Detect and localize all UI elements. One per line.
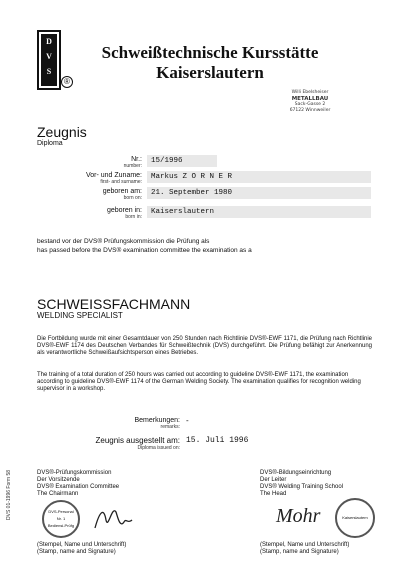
sig-left-role: Der Vorsitzende [37, 477, 80, 483]
name-field: Markus Z O R N E R [147, 171, 371, 183]
sig-left-block [37, 470, 119, 498]
name-label-en: first- and surname: [100, 179, 142, 185]
sig-right-org-en: DVS® Welding Training School [260, 484, 344, 490]
company-stamp [270, 90, 350, 114]
born-label [37, 188, 142, 201]
exam-line-en: has passed before the DVS® examination committee the examination as a [37, 247, 252, 254]
place-label [37, 207, 142, 220]
sig-right-caption [260, 542, 349, 556]
remarks-value: - [186, 416, 189, 425]
title-line1: Schweißtechnische Kursstätte [101, 43, 319, 62]
sig-left-caption-de: (Stempel, Name und Unterschrift) [37, 542, 127, 548]
qualification-de: SCHWEISSFACHMANN [37, 296, 191, 312]
issued-label [45, 436, 180, 451]
sig-right-stamp [335, 498, 375, 538]
company-stamp-city: 67122 Winnweiler [289, 108, 331, 113]
institution-title [90, 43, 330, 83]
nr-label-en: number: [123, 163, 142, 169]
nr-field: 15/1996 [147, 155, 217, 167]
sig-left-stamp [42, 500, 80, 538]
issued-label-de: Zeugnis ausgestellt am: [95, 436, 180, 445]
sig-right-caption-de: (Stempel, Name und Unterschrift) [260, 542, 350, 548]
doc-heading: Zeugnis [37, 124, 87, 140]
sig-right-role-en: The Head [260, 491, 287, 497]
sig-right-caption-en: (Stamp, name and Signature) [260, 549, 339, 555]
registered-mark: ® [61, 76, 73, 88]
doc-heading-en: Diploma [37, 140, 63, 147]
sig-left-role-en: The Chairmann [37, 491, 79, 497]
paragraph-de: Die Fortbildung wurde mit einer Gesamtdauer von 250 Stunden nach Richtlinie DVS®-EWF 1171, die Prüfung nach Richtlinie DVS®-EWF 1174 des Deutschen Verbandes für Schweißtechnik (DVS) durchgeführt. Die Prüfung befähigt zur Anerkennung als verantwortliche Schweißaufsichtsperson eines Betriebes. [37, 336, 372, 356]
issued-label-en: Diploma issued on: [137, 445, 180, 451]
sig-left-caption-en: (Stamp, name and Signature) [37, 549, 116, 555]
qualification-en: WELDING SPECIALIST [37, 311, 123, 320]
nr-label [37, 156, 142, 169]
born-field: 21. September 1980 [147, 187, 371, 199]
logo-letter-d: D [46, 37, 52, 46]
sig-right-signature: Mohr [276, 505, 321, 527]
title-line2: Kaiserslautern [156, 63, 264, 82]
born-label-de: geboren am: [102, 188, 142, 195]
sig-left-stamp-text: DVS-Personal [48, 509, 74, 514]
place-label-en: born in: [125, 214, 142, 220]
company-stamp-subtitle: METALLBAU [291, 96, 329, 102]
name-label-de: Vor- und Zuname: [85, 172, 142, 179]
paragraph-en: The training of a total duration of 250 hours was carried out according to guideline DVS®-EWF 1171, the examination according to guideline DVS®-EWF 1174 of the German Welding Society. The examination qualifies for recognition welding supervisor in a workshop. [37, 372, 361, 392]
exam-line-de: bestand vor der DVS® Prüfungskommission die Prüfung als [37, 238, 210, 245]
remarks-label [75, 417, 180, 430]
logo-letter-s: S [46, 67, 52, 76]
sig-left-org: DVS®-Prüfungskommission [37, 470, 112, 476]
remarks-label-de: Bemerkungen: [134, 417, 180, 424]
sig-right-block [260, 470, 343, 498]
sig-right-stamp-text: Kaiserslautern [342, 515, 368, 520]
sig-left-org-en: DVS® Examination Committee [37, 484, 120, 490]
form-code: DVS 01-1996 Form 58 [6, 469, 12, 520]
born-label-en: born on: [123, 195, 142, 201]
dvs-logo [37, 30, 61, 90]
sig-left-caption [37, 542, 126, 556]
sig-left-stamp-sub: Nr. 1 [56, 516, 66, 521]
sig-right-org: DVS®-Bildungseinrichtung [260, 470, 332, 476]
sig-left-signature [90, 500, 135, 535]
issued-value: 15. Juli 1996 [186, 436, 249, 445]
nr-label-de: Nr.: [131, 156, 142, 163]
place-label-de: geboren in: [106, 207, 142, 214]
sig-right-role: Der Leiter [260, 477, 287, 483]
remarks-label-en: remarks: [160, 424, 180, 430]
name-label [37, 172, 142, 185]
place-field: Kaiserslautern [147, 206, 371, 218]
logo-letter-v: V [46, 52, 52, 61]
company-stamp-name: Willi Ebelsheiser [291, 90, 329, 95]
company-stamp-street: Sack-Gasse 2 [294, 102, 326, 107]
sig-left-stamp-sub2: Bediensi-Prüfg [47, 523, 75, 528]
